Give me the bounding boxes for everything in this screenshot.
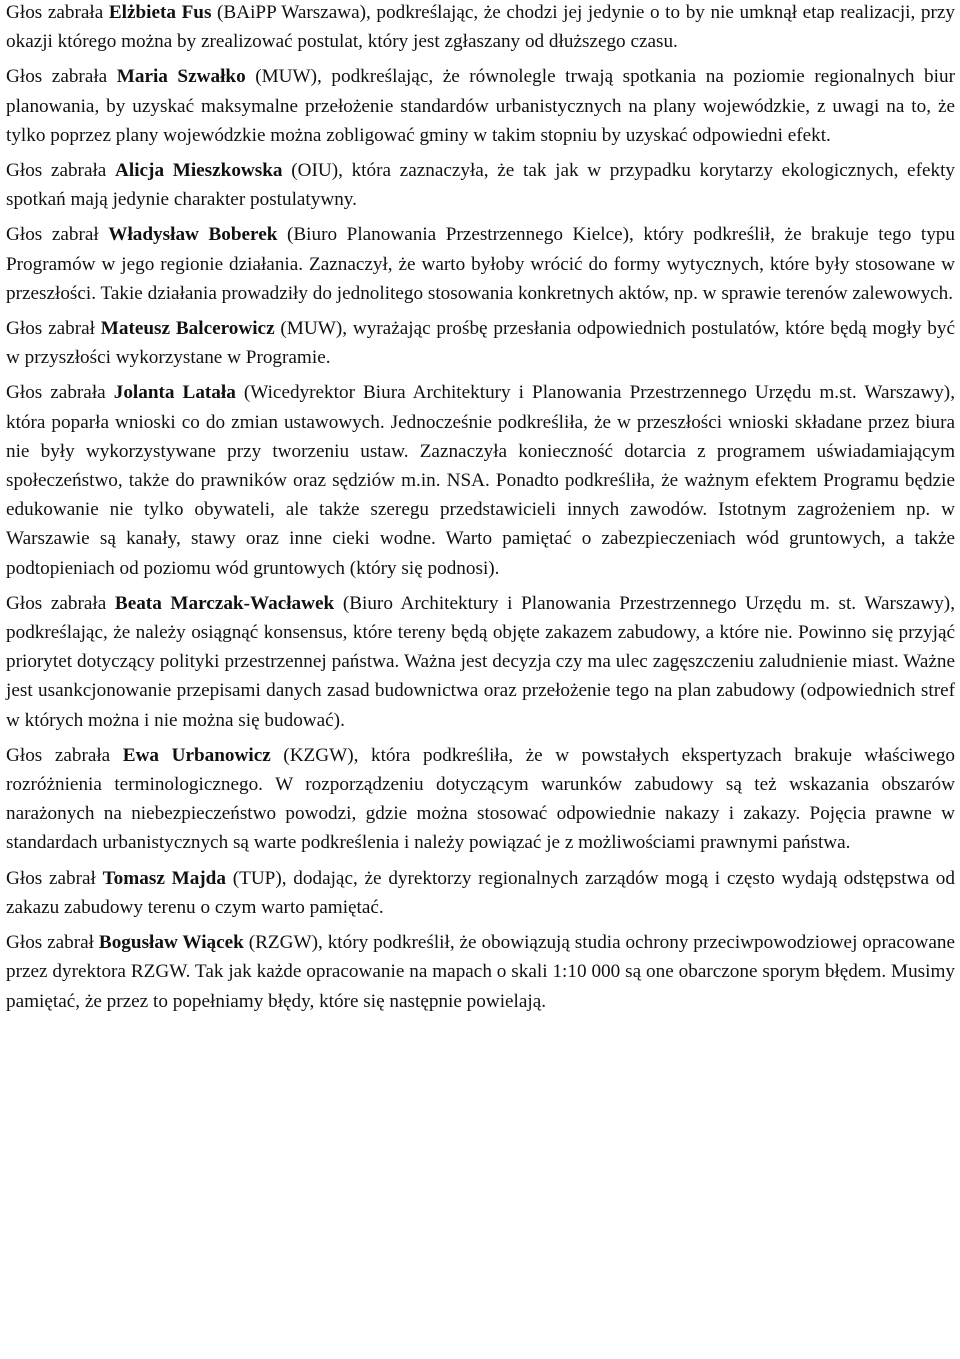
paragraph-wiacek <box>6 928 955 1016</box>
paragraph-body: (RZGW), który podkreślił, że obowiązują studia ochrony przeciwpowodziowej opracowane przez dyrektora RZGW. Tak jak każde opracowanie na mapach o skali 1:10 000 są one obarczone sporym błędem. Musimy pamiętać, że przez to popełniamy błędy, które się następnie powielają. <box>6 932 955 1012</box>
speaker-name: Maria Szwałko <box>116 66 246 88</box>
speaker-name: Mateusz Balcerowicz <box>100 318 275 340</box>
paragraph-lead: Głos zabrał <box>6 867 103 889</box>
paragraph-lead: Głos zabrała <box>6 592 115 614</box>
paragraph-lead: Głos zabrała <box>6 744 123 766</box>
paragraph-lead: Głos zabrała <box>6 382 114 404</box>
speaker-name: Ewa Urbanowicz <box>122 744 271 766</box>
speaker-name: Alicja Mieszkowska <box>115 160 283 182</box>
speaker-name: Bogusław Wiącek <box>98 932 244 954</box>
paragraph-latala <box>6 378 955 582</box>
document-page <box>6 0 955 1022</box>
paragraph-body: (Wicedyrektor Biura Architektury i Planowania Przestrzennego Urzędu m.st. Warszawy), która poparła wnioski co do zmian ustawowych. Jednocześnie podkreśliła, że w przeszłości wnioski składane przez biura nie były wykorzystywane przy tworzeniu ustaw. Zaznaczyła konieczność dotarcia z programem uświadamiającym społeczeństwo, także do prawników oraz sędziów m.in. NSA. Ponadto podkreśliła, że ważnym efektem Programu będzie edukowanie nie tylko obywateli, ale także szeregu przedstawicieli innych zawodów. Istotnym zagrożeniem np. w Warszawie są kanały, stawy oraz inne cieki wodne. Warto pamiętać o zabezpieczeniach wód gruntowych, a także podtopieniach od poziomu wód gruntowych (który się podnosi). <box>6 382 955 579</box>
paragraph-lead: Głos zabrał <box>6 318 101 340</box>
speaker-name: Jolanta Latała <box>113 382 236 404</box>
paragraph-body: (KZGW), która podkreśliła, że w powstałych ekspertyzach brakuje właściwego rozróżnienia terminologicznego. W rozporządzeniu dotyczącym warunków zabudowy są też wskazania obszarów narażonych na niebezpieczeństwo powodzi, gdzie można stosować odpowiednie nakazy i zakazy. Pojęcia prawne w standardach urbanistycznych są warte podkreślenia i należy powiązać je z możliwościami prawnymi państwa. <box>6 744 956 854</box>
paragraph-lead: Głos zabrała <box>6 2 109 23</box>
paragraph-fus <box>6 0 955 56</box>
paragraph-lead: Głos zabrał <box>6 224 109 246</box>
speaker-name: Władysław Boberek <box>108 224 278 246</box>
paragraph-boberek <box>6 220 955 308</box>
paragraph-body: (MUW), podkreślając, że równolegle trwają spotkania na poziomie regionalnych biur planowania, by uzyskać maksymalne przełożenie standardów urbanistycznych na plany wojewódzkie, z uwagi na to, że tylko poprzez plany wojewódzkie można zobligować gminy w takim stopniu by uzyskać odpowiedni efekt. <box>6 66 955 146</box>
paragraph-lead: Głos zabrała <box>6 160 116 182</box>
paragraph-lead: Głos zabrał <box>6 932 99 954</box>
paragraph-body: (Biuro Planowania Przestrzennego Kielce), który podkreślił, że brakuje tego typu Programów w jego regionie działania. Zaznaczył, że warto byłoby wrócić do formy wytycznych, które były stosowane w przeszłości. Takie działania prowadziły do jednolitego stosowania konkretnych aktów, np. w sprawie terenów zalewowych. <box>6 224 955 304</box>
paragraph-urbanowicz <box>6 741 955 858</box>
paragraph-body: (TUP), dodając, że dyrektorzy regionalnych zarządów mogą i często wydają odstępstwa od zakazu zabudowy terenu o czym warto pamiętać. <box>6 867 955 918</box>
paragraph-balcerowicz <box>6 314 955 372</box>
speaker-name: Beata Marczak-Wacławek <box>114 592 335 614</box>
speaker-name: Tomasz Majda <box>102 867 226 889</box>
speaker-name: Elżbieta Fus <box>108 2 212 23</box>
paragraph-mieszkowska <box>6 156 955 214</box>
paragraph-lead: Głos zabrała <box>6 66 117 88</box>
paragraph-body: (BAiPP Warszawa), podkreślając, że chodzi jej jedynie o to by nie umknął etap realizacji, przy okazji którego można by zrealizować postulat, który jest zgłaszany od dłuższego czasu. <box>6 2 955 53</box>
paragraph-body: (MUW), wyrażając prośbę przesłania odpowiednich postulatów, które będą mogły być w przyszłości wykorzystane w Programie. <box>6 318 955 369</box>
paragraph-szwalko <box>6 62 955 150</box>
paragraph-body: (OIU), która zaznaczyła, że tak jak w przypadku korytarzy ekologicznych, efekty spotkań mają jedynie charakter postulatywny. <box>6 160 955 211</box>
paragraph-body: (Biuro Architektury i Planowania Przestrzennego Urzędu m. st. Warszawy), podkreślając, że należy osiągnąć konsensus, które tereny będą objęte zakazem zabudowy, a które nie. Powinno się przyjąć priorytet dotyczący polityki przestrzennej państwa. Ważna jest decyzja czy ma ulec zagęszczeniu zaludnienie miast. Ważne jest usankcjonowanie przepisami danych zasad budownictwa oraz przełożenie tego na plan zabudowy (odpowiednich stref w których można i nie można się budować). <box>6 592 955 731</box>
paragraph-marczak-waclawek <box>6 589 955 735</box>
paragraph-majda <box>6 864 955 922</box>
